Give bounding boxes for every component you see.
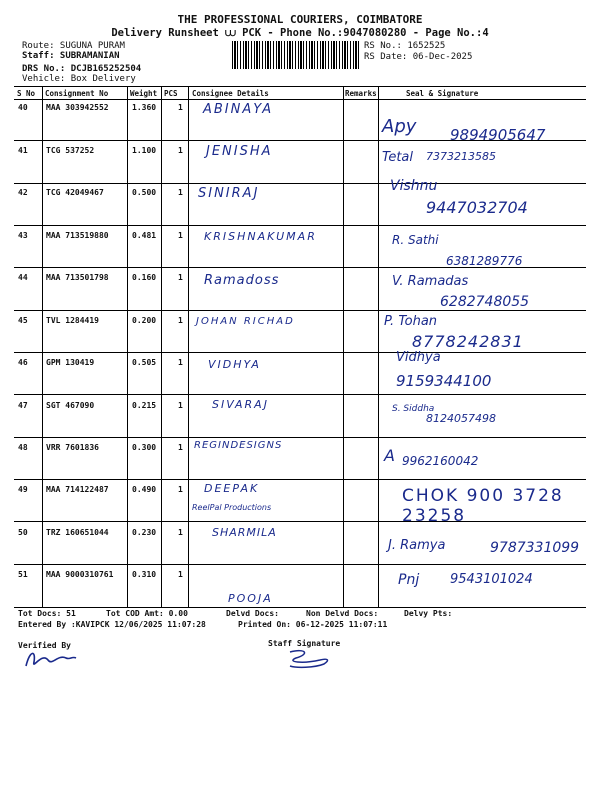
row47-pcs: 1 xyxy=(178,401,183,410)
row50-consignment: TRZ 160651044 xyxy=(46,528,109,537)
footer-delvy-pts: Delvy Pts: xyxy=(404,609,453,618)
row40-pcs: 1 xyxy=(178,103,183,112)
row47-weight: 0.215 xyxy=(132,401,157,410)
col-weight: Weight xyxy=(130,89,158,98)
row43-pcs: 1 xyxy=(178,231,183,240)
row48-consignee: REGINDESIGNS xyxy=(194,440,283,451)
row44-sno: 44 xyxy=(18,273,28,282)
row43-weight: 0.481 xyxy=(132,231,157,240)
row45-signer: P. Tohan xyxy=(384,314,438,329)
row48-consignment: VRR 7601836 xyxy=(46,443,99,452)
row45-weight: 0.200 xyxy=(132,316,157,325)
staff-signature-scribble xyxy=(284,646,334,670)
row48-signer: A xyxy=(384,446,395,465)
row43-signer: R. Sathi xyxy=(392,233,439,247)
row43-sno: 43 xyxy=(18,231,28,240)
row48-signature: 9962160042 xyxy=(402,454,479,468)
footer-tot-docs: Tot Docs: 51 xyxy=(18,609,76,618)
footer-delvd-docs: Delvd Docs: xyxy=(226,609,279,618)
row43-signature: 6381289776 xyxy=(446,254,523,268)
col-consignment: Consignment No xyxy=(45,89,109,98)
row46-pcs: 1 xyxy=(178,358,183,367)
row49-signature: CHOK 900 3728 23258 xyxy=(402,486,564,526)
footer-entered-by: Entered By :KAVIPCK 12/06/2025 11:07:28 xyxy=(18,620,206,629)
rs-number: RS No.: 1652525 xyxy=(364,41,446,51)
row44-consignee: Ramadoss xyxy=(204,273,280,288)
row51-signer: Pnj xyxy=(398,572,420,588)
row41-consignee: JENISHA xyxy=(206,144,273,159)
row42-sno: 42 xyxy=(18,188,28,197)
row47-signature: 8124057498 xyxy=(426,412,496,425)
col-sno: S No xyxy=(17,89,36,98)
row49-consignment: MAA 714122487 xyxy=(46,485,109,494)
row41-pcs: 1 xyxy=(178,146,183,155)
row40-weight: 1.360 xyxy=(132,103,157,112)
row45-pcs: 1 xyxy=(178,316,183,325)
col-consignee: Consignee Details xyxy=(192,89,269,98)
row51-weight: 0.310 xyxy=(132,570,157,579)
row45-consignee: JOHAN RICHAD xyxy=(196,316,295,327)
col-seal-signature: Seal & Signature xyxy=(406,89,479,98)
runsheet-label: Delivery Runsheet xyxy=(111,27,219,39)
row43-consignment: MAA 713519880 xyxy=(46,231,109,240)
runsheet-glyph: ⩊ xyxy=(225,27,236,39)
row44-weight: 0.160 xyxy=(132,273,157,282)
row49-consignee-note: ReelPal Productions xyxy=(192,503,272,512)
staff-label: Staff: SUBRAMANIAN xyxy=(22,51,120,61)
row49-consignee: DEEPAK xyxy=(204,482,260,495)
row46-signer: Vidhya xyxy=(396,350,441,365)
row50-signature: 9787331099 xyxy=(490,540,580,556)
footer-verified-by: Verified By xyxy=(18,641,71,650)
runsheet-subtitle xyxy=(0,27,600,40)
row51-consignee: POOJA xyxy=(228,592,273,605)
row43-consignee: KRISHNAKUMAR xyxy=(204,230,317,243)
col-remarks: Remarks xyxy=(345,89,377,98)
row51-signature: 9543101024 xyxy=(450,572,533,587)
row44-signer: V. Ramadas xyxy=(392,274,469,289)
row41-signer: Tetal xyxy=(382,150,414,165)
row47-consignee: SIVARAJ xyxy=(212,398,269,411)
row46-consignee: VIDHYA xyxy=(208,358,261,371)
verified-signature-scribble xyxy=(22,646,82,672)
row40-sno: 40 xyxy=(18,103,28,112)
row44-signature: 6282748055 xyxy=(440,294,530,310)
row47-sno: 47 xyxy=(18,401,28,410)
row50-consignee: SHARMILA xyxy=(212,526,277,539)
row48-weight: 0.300 xyxy=(132,443,157,452)
row41-sno: 41 xyxy=(18,146,28,155)
row46-consignment: GPM 130419 xyxy=(46,358,95,367)
row42-weight: 0.500 xyxy=(132,188,157,197)
row42-consignment: TCG 42049467 xyxy=(46,188,104,197)
row40-consignee: ABINAYA xyxy=(203,102,274,117)
row44-consignment: MAA 713501798 xyxy=(46,273,109,282)
row51-sno: 51 xyxy=(18,570,28,579)
row47-consignment: SGT 467090 xyxy=(46,401,95,410)
barcode xyxy=(232,41,360,69)
company-title: THE PROFESSIONAL COURIERS, COIMBATORE xyxy=(177,13,423,26)
row45-sno: 45 xyxy=(18,316,28,325)
row41-consignment: TCG 537252 xyxy=(46,146,95,155)
row42-signature: 9447032704 xyxy=(426,198,528,217)
footer-printed-on: Printed On: 06-12-2025 11:07:11 xyxy=(238,620,388,629)
row45-consignment: TVL 1284419 xyxy=(46,316,99,325)
row50-signer: J. Ramya xyxy=(388,538,446,553)
row51-consignment: MAA 9000310761 xyxy=(46,570,114,579)
row44-pcs: 1 xyxy=(178,273,183,282)
row41-signature: 7373213585 xyxy=(426,150,496,163)
row48-pcs: 1 xyxy=(178,443,183,452)
row42-pcs: 1 xyxy=(178,188,183,197)
row49-pcs: 1 xyxy=(178,485,183,494)
drs-label: DRS No.: DCJB165252504 xyxy=(22,64,142,74)
footer-tot-cod: Tot COD Amt: 0.00 xyxy=(106,609,188,618)
row50-sno: 50 xyxy=(18,528,28,537)
row41-weight: 1.100 xyxy=(132,146,157,155)
row42-signer: Vishnu xyxy=(390,178,438,194)
row51-pcs: 1 xyxy=(178,570,183,579)
row46-sno: 46 xyxy=(18,358,28,367)
row49-weight: 0.490 xyxy=(132,485,157,494)
row49-sno: 49 xyxy=(18,485,28,494)
row47-signer: S. Siddha xyxy=(392,404,435,414)
footer-staff-signature: Staff Signature xyxy=(268,639,341,648)
rs-date: RS Date: 06-Dec-2025 xyxy=(364,52,473,62)
row50-pcs: 1 xyxy=(178,528,183,537)
row40-signature: 9894905647 xyxy=(450,126,546,144)
footer-non-delvd-docs: Non Delvd Docs: xyxy=(306,609,379,618)
row46-signature: 9159344100 xyxy=(396,372,492,390)
row40-signer: Apy xyxy=(382,116,417,137)
runsheet-phone-page: PCK - Phone No.:9047080280 - Page No.:4 xyxy=(242,27,489,39)
row42-consignee: SINIRAJ xyxy=(198,186,260,201)
route-label: Route: SUGUNA PURAM xyxy=(22,41,125,51)
row45-signature: 8778242831 xyxy=(412,332,524,351)
row48-sno: 48 xyxy=(18,443,28,452)
col-pcs: PCS xyxy=(164,89,178,98)
row40-consignment: MAA 303942552 xyxy=(46,103,109,112)
vehicle-label: Vehicle: Box Delivery xyxy=(22,74,136,84)
row50-weight: 0.230 xyxy=(132,528,157,537)
row46-weight: 0.505 xyxy=(132,358,157,367)
